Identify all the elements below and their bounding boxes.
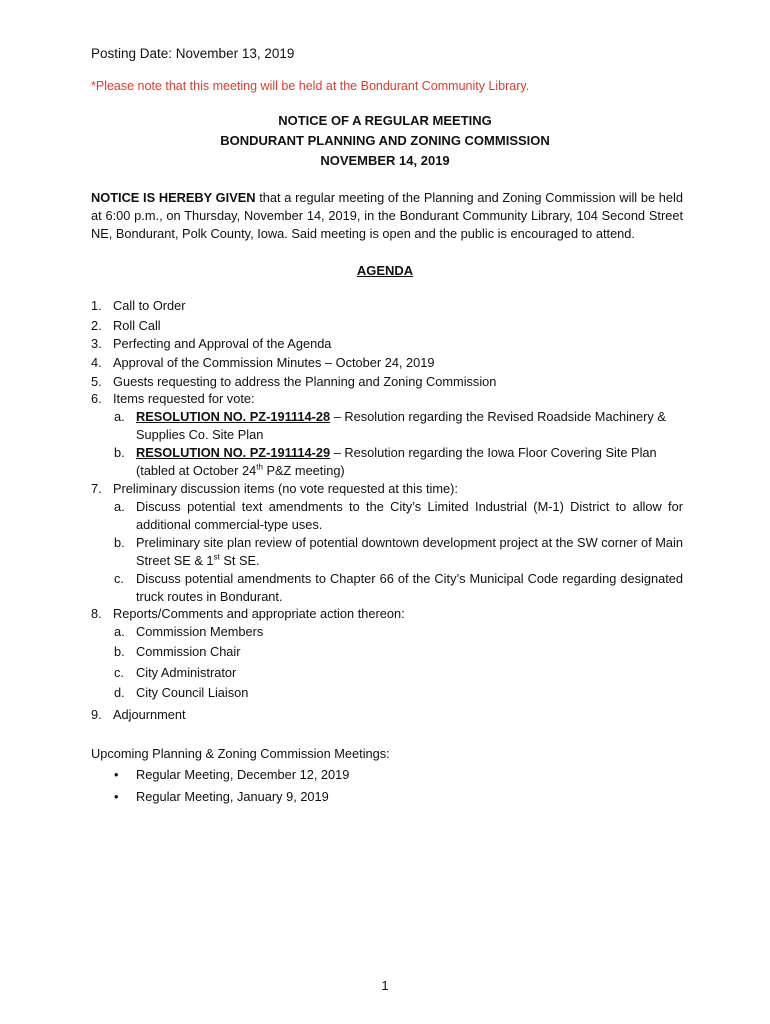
item-text: Adjournment xyxy=(113,707,186,722)
title-line-1: NOTICE OF A REGULAR MEETING xyxy=(278,113,492,128)
subitem-text: Commission Members xyxy=(136,624,264,639)
subitem-letter: c. xyxy=(114,571,124,586)
title-line-2: BONDURANT PLANNING AND ZONING COMMISSION xyxy=(220,133,550,148)
subitem-text: Commission Chair xyxy=(136,644,241,659)
item-number: 7. xyxy=(91,481,102,496)
agenda-heading: AGENDA xyxy=(356,263,414,278)
item-text: Call to Order xyxy=(113,298,186,313)
item-number: 5. xyxy=(91,374,102,389)
item-number: 6. xyxy=(91,391,102,406)
subitem-letter: a. xyxy=(114,499,125,514)
bullet-icon: • xyxy=(114,767,119,782)
item-number: 8. xyxy=(91,606,102,621)
item-text: Guests requesting to address the Planning and Zoning Commission xyxy=(113,374,497,389)
item-number: 9. xyxy=(91,707,102,722)
page-number: 1 xyxy=(381,978,389,993)
item-number: 1. xyxy=(91,298,102,313)
subitem-letter: b. xyxy=(114,535,125,550)
notice-lead: NOTICE IS HEREBY GIVEN xyxy=(91,190,256,205)
subitem-letter: b. xyxy=(114,445,125,460)
subitem-text: City Administrator xyxy=(136,665,237,680)
title-line-3: NOVEMBER 14, 2019 xyxy=(320,153,450,168)
location-note: *Please note that this meeting will be held at the Bondurant Community Library. xyxy=(91,79,530,93)
subitem-text: Discuss potential amendments to Chapter 66 of the City’s Municipal Code regarding designated truck routes in Bondurant. xyxy=(136,571,683,604)
subitem-text: RESOLUTION NO. PZ-191114-29 – Resolution regarding the Iowa Floor Covering Site Plan (tabled at October 24th P&Z meeting) xyxy=(136,445,657,478)
notice-paragraph xyxy=(91,189,683,243)
meeting-text: Regular Meeting, January 9, 2019 xyxy=(136,789,329,804)
subitem-text: Preliminary site plan review of potential downtown development project at the SW corner of Main Street SE & 1st St SE. xyxy=(136,535,683,568)
upcoming-heading: Upcoming Planning & Zoning Commission Meetings: xyxy=(91,746,390,761)
item-text: Approval of the Commission Minutes – October 24, 2019 xyxy=(113,355,435,370)
bullet-icon: • xyxy=(114,789,119,804)
subitem-letter: a. xyxy=(114,409,125,424)
resolution-number: RESOLUTION NO. PZ-191114-28 xyxy=(136,409,331,424)
subitem-letter: b. xyxy=(114,644,125,659)
meeting-text: Regular Meeting, December 12, 2019 xyxy=(136,767,350,782)
item-number: 4. xyxy=(91,355,102,370)
item-text: Roll Call xyxy=(113,318,161,333)
resolution-number: RESOLUTION NO. PZ-191114-29 xyxy=(136,445,331,460)
subitem-letter: d. xyxy=(114,685,125,700)
item-number: 2. xyxy=(91,318,102,333)
item-number: 3. xyxy=(91,336,102,351)
posting-date: Posting Date: November 13, 2019 xyxy=(91,46,295,61)
item-text: Items requested for vote: xyxy=(113,391,255,406)
item-text: Preliminary discussion items (no vote requested at this time): xyxy=(113,481,458,496)
subitem-letter: a. xyxy=(114,624,125,639)
subitem-text: Discuss potential text amendments to the City’s Limited Industrial (M-1) District to allow for additional commercial-type uses. xyxy=(136,499,683,532)
subitem-letter: c. xyxy=(114,665,124,680)
subitem-text: City Council Liaison xyxy=(136,685,249,700)
item-text: Reports/Comments and appropriate action thereon: xyxy=(113,606,405,621)
notice-body: that a regular meeting of the Planning and Zoning Commission will be held at 6:00 p.m., on Thursday, November 14, 2019, in the Bondurant Community Library, 104 Second Street NE, Bondurant, Polk County, Iowa. Said meeting is open and the public is encouraged to attend. xyxy=(91,190,683,241)
subitem-text: RESOLUTION NO. PZ-191114-28 – Resolution regarding the Revised Roadside Machinery & Supplies Co. Site Plan xyxy=(136,409,666,442)
item-text: Perfecting and Approval of the Agenda xyxy=(113,336,332,351)
